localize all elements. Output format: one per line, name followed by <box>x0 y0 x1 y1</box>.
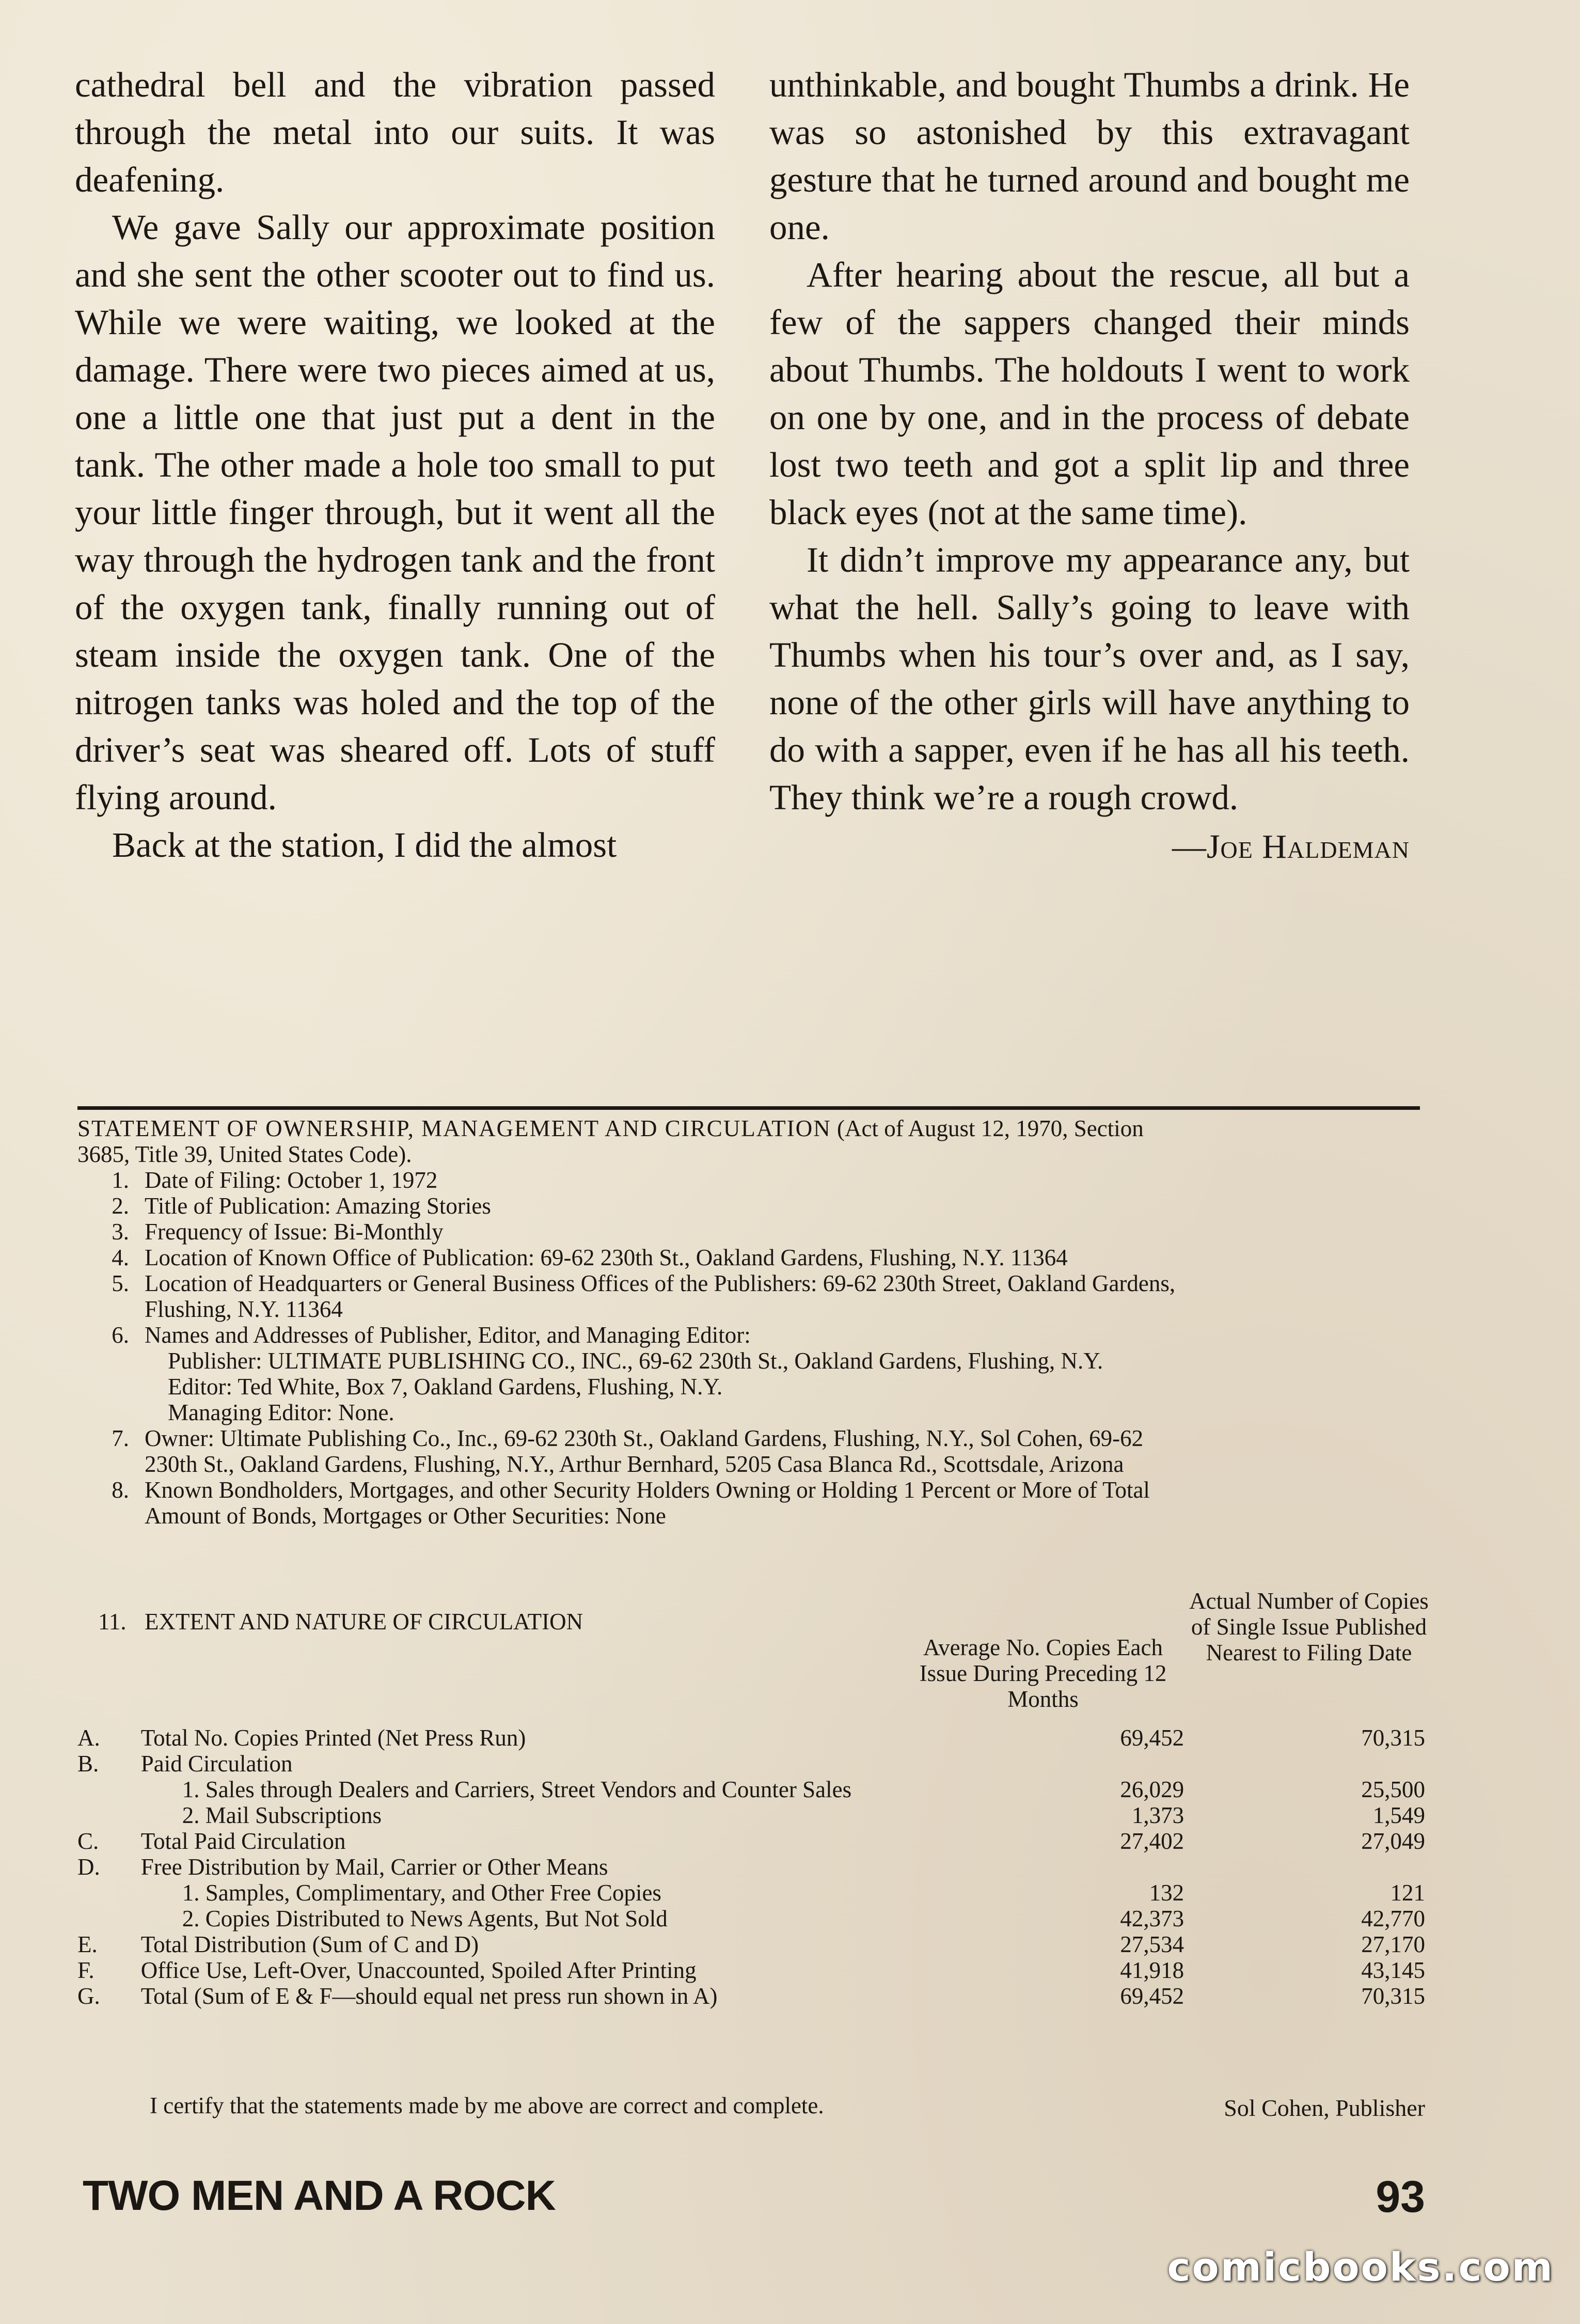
row-label: Total Paid Circulation <box>140 1828 346 1854</box>
row-average: 1,373 <box>1131 1802 1184 1828</box>
story-column-left <box>75 61 715 869</box>
table-row <box>77 1880 1430 1906</box>
item-number: 6. <box>112 1322 129 1348</box>
item-text: Frequency of Issue: Bi-Monthly <box>145 1219 444 1245</box>
watermark: comicbooks.com <box>1167 2244 1554 2290</box>
statement-heading-title: STATEMENT OF OWNERSHIP, MANAGEMENT AND CIRCULATION <box>77 1116 831 1141</box>
row-letter: G. <box>77 1983 100 2009</box>
item-number: 8. <box>112 1477 129 1503</box>
managing-editor-line: Managing Editor: None. <box>168 1400 394 1425</box>
paragraph: It didn’t improve my appearance any, but what the hell. Sally’s going to leave with Thumbs when his tour’s over and, as I say, none of the other girls will have anything to do with a sapper, even if he has all his teeth. They think we’re a rough crowd. <box>769 540 1410 817</box>
row-actual: 121 <box>1390 1880 1425 1906</box>
row-average <box>914 1751 1230 1777</box>
paragraph: Back at the station, I did the almost <box>112 825 617 865</box>
item-text: Owner: Ultimate Publishing Co., Inc., 69-62 230th St., Oakland Gardens, Flushing, N.Y., Sol Cohen, 69-62 230th St., Oakland Gardens, Flushing, N.Y., Arthur Bernhard, 5205 Casa Blanca Rd., Scottsdale, Arizona <box>145 1425 1144 1477</box>
row-label: Paid Circulation <box>140 1751 293 1777</box>
statement-item <box>77 1425 1188 1477</box>
row-label: Office Use, Left-Over, Unaccounted, Spoiled After Printing <box>140 1957 697 1983</box>
paragraph: cathedral bell and the vibration passed through the metal into our suits. It was deafening. <box>75 65 715 199</box>
circulation-title-text: EXTENT AND NATURE OF CIRCULATION <box>145 1609 583 1635</box>
row-actual <box>1230 1751 1430 1777</box>
table-row <box>77 1802 1430 1828</box>
item-number: 7. <box>112 1425 129 1451</box>
statement-item <box>77 1167 1188 1193</box>
row-label: 2. Copies Distributed to News Agents, But Not Sold <box>182 1906 668 1932</box>
running-footer-title: TWO MEN AND A ROCK <box>83 2172 556 2219</box>
row-letter: A. <box>77 1725 100 1751</box>
row-actual: 1,549 <box>1372 1802 1425 1828</box>
column-header-average: Average No. Copies Each Issue During Preceding 12 Months <box>919 1635 1167 1712</box>
row-label: 1. Samples, Complimentary, and Other Free Copies <box>182 1880 661 1906</box>
signer: Sol Cohen, Publisher <box>1224 2095 1425 2121</box>
row-letter <box>77 1802 141 1828</box>
row-average: 27,534 <box>1120 1932 1184 1957</box>
table-row <box>77 1725 1430 1751</box>
table-row <box>77 1957 1430 1983</box>
row-letter <box>77 1906 141 1932</box>
author-byline: —Joe Haldeman <box>1172 828 1410 866</box>
story-column-right <box>769 61 1410 871</box>
row-average: 27,402 <box>1120 1828 1184 1854</box>
item-text: Location of Headquarters or General Business Offices of the Publishers: 69-62 230th Street, Oakland Gardens, Flushing, N.Y. 11364 <box>145 1270 1176 1322</box>
row-label: Total Distribution (Sum of C and D) <box>140 1932 479 1957</box>
row-letter: E. <box>77 1932 98 1957</box>
row-label: Free Distribution by Mail, Carrier or Other Means <box>140 1854 608 1880</box>
table-row <box>77 1854 1430 1880</box>
circulation-header <box>77 1588 1430 1728</box>
circulation-title <box>98 1609 583 1635</box>
statement-item <box>77 1245 1188 1270</box>
circulation-table <box>77 1725 1430 2009</box>
row-average: 42,373 <box>1120 1906 1184 1932</box>
row-actual: 25,500 <box>1361 1777 1425 1802</box>
item-text: Title of Publication: Amazing Stories <box>145 1193 491 1219</box>
row-letter: C. <box>77 1828 99 1854</box>
statement-item <box>77 1477 1188 1529</box>
row-average <box>914 1854 1230 1880</box>
editor-line: Editor: Ted White, Box 7, Oakland Gardens, Flushing, N.Y. <box>168 1374 723 1400</box>
item-text: Known Bondholders, Mortgages, and other Security Holders Owning or Holding 1 Percent or More of Total Amount of Bonds, Mortgages or Other Securities: None <box>145 1477 1150 1529</box>
row-label: Total No. Copies Printed (Net Press Run) <box>140 1725 526 1751</box>
row-actual <box>1230 1854 1430 1880</box>
paragraph: We gave Sally our approximate position and she sent the other scooter out to find us. While we were waiting, we looked at the damage. There were two pieces aimed at us, one a little one that just put a dent in the tank. The other made a hole too small to put your little finger through, but it went all the way through the hydrogen tank and the front of the oxygen tank, finally running out of steam inside the oxygen tank. One of the nitrogen tanks was holed and the top of the driver’s seat was sheared off. Lots of stuff flying around. <box>75 208 715 817</box>
row-letter: D. <box>77 1854 100 1880</box>
table-row <box>77 1983 1430 2009</box>
table-row <box>77 1777 1430 1802</box>
statement-heading <box>77 1116 1188 1167</box>
item-number: 1. <box>112 1167 129 1193</box>
statement-heading-citation: (Act of August 12, 1970, Section 3685, Title 39, United States Code). <box>77 1116 1144 1167</box>
table-row <box>77 1906 1430 1932</box>
item-text: Names and Addresses of Publisher, Editor, and Managing Editor: <box>145 1322 751 1348</box>
item-text: Location of Known Office of Publication: 69-62 230th St., Oakland Gardens, Flushing, N.Y. 11364 <box>145 1245 1068 1270</box>
row-label: Total (Sum of E & F—should equal net press run shown in A) <box>140 1983 718 2009</box>
row-average: 41,918 <box>1120 1957 1184 1983</box>
row-letter <box>77 1880 141 1906</box>
row-letter: F. <box>77 1957 94 1983</box>
statement-item <box>77 1270 1188 1322</box>
row-actual: 42,770 <box>1361 1906 1425 1932</box>
row-actual: 70,315 <box>1361 1725 1425 1751</box>
row-average: 132 <box>1149 1880 1184 1906</box>
row-actual: 70,315 <box>1361 1983 1425 2009</box>
certification-statement: I certify that the statements made by me above are correct and complete. <box>150 2093 824 2118</box>
page-number: 93 <box>1376 2172 1425 2222</box>
table-row <box>77 1828 1430 1854</box>
row-average: 26,029 <box>1120 1777 1184 1802</box>
statement-items <box>77 1167 1188 1529</box>
row-average: 69,452 <box>1120 1983 1184 2009</box>
item-number: 4. <box>112 1245 129 1270</box>
statement-item <box>77 1219 1188 1245</box>
row-label: 1. Sales through Dealers and Carriers, Street Vendors and Counter Sales <box>182 1777 852 1802</box>
row-letter: B. <box>77 1751 99 1777</box>
item-number: 2. <box>112 1193 129 1219</box>
statement-item <box>77 1193 1188 1219</box>
row-letter <box>77 1777 141 1802</box>
row-actual: 27,170 <box>1361 1932 1425 1957</box>
item-number: 5. <box>112 1270 129 1296</box>
row-actual: 27,049 <box>1361 1828 1425 1854</box>
item-number: 11. <box>98 1609 127 1635</box>
item-number: 3. <box>112 1219 129 1245</box>
column-header-actual: Actual Number of Copies of Single Issue Published Nearest to Filing Date <box>1189 1588 1429 1666</box>
row-average: 69,452 <box>1120 1725 1184 1751</box>
item-text: Date of Filing: October 1, 1972 <box>145 1167 438 1193</box>
publisher-line: Publisher: ULTIMATE PUBLISHING CO., INC., 69-62 230th St., Oakland Gardens, Flushing, N.Y. <box>168 1348 1103 1374</box>
ownership-statement <box>77 1116 1188 1529</box>
row-label: 2. Mail Subscriptions <box>182 1802 382 1828</box>
paragraph: unthinkable, and bought Thumbs a drink. He was so astonished by this extravagant gesture that he turned around and bought me one. <box>769 65 1410 247</box>
statement-item <box>77 1322 1188 1425</box>
section-divider <box>77 1106 1420 1110</box>
paragraph: After hearing about the rescue, all but a few of the sappers changed their minds about Thumbs. The holdouts I went to work on one by one, and in the process of debate lost two teeth and got a split lip and three black eyes (not at the same time). <box>769 255 1410 532</box>
table-row <box>77 1751 1430 1777</box>
row-actual: 43,145 <box>1361 1957 1425 1983</box>
table-row <box>77 1932 1430 1957</box>
